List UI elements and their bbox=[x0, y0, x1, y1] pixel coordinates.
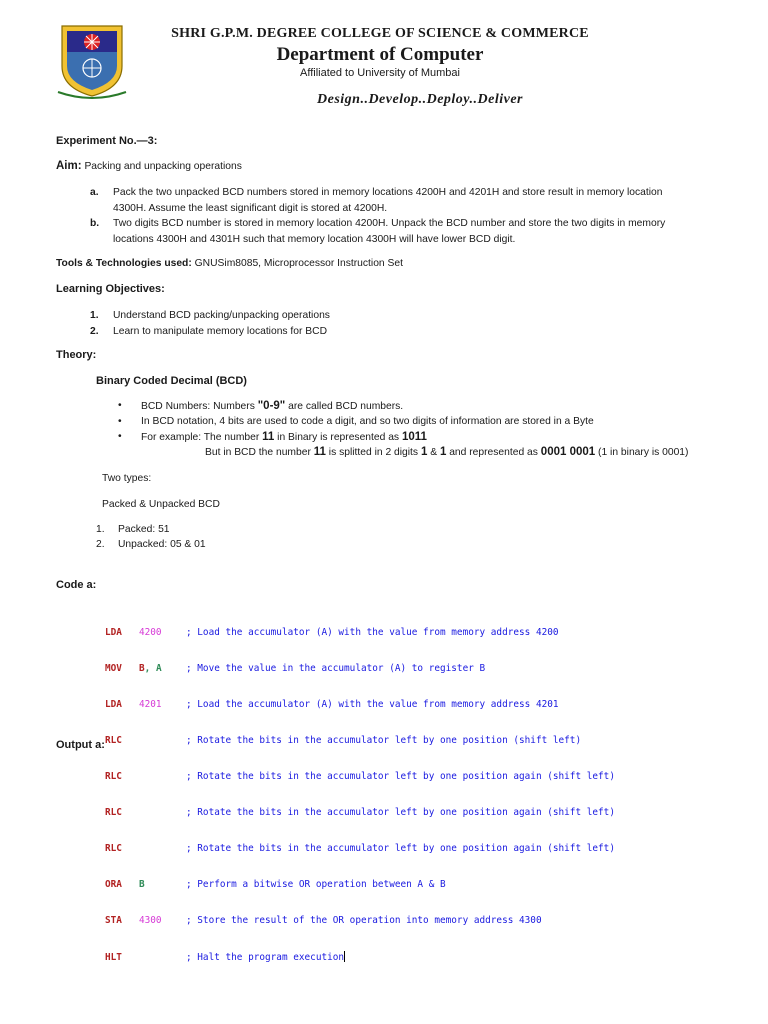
bullet-dot-icon: • bbox=[118, 416, 122, 427]
types-label: Packed & Unpacked BCD bbox=[102, 499, 220, 510]
objective-marker: 2. bbox=[90, 326, 99, 337]
opcode: RLC bbox=[105, 843, 122, 854]
bullet-text: For example: The number 11 in Binary is represented as 1011 bbox=[141, 431, 427, 443]
bullet-dot-icon: • bbox=[118, 431, 122, 442]
objectives-heading: Learning Objectives: bbox=[56, 283, 165, 295]
theory-heading: Theory: bbox=[56, 349, 97, 361]
tools-row bbox=[56, 258, 403, 269]
bcd-example-line: But in BCD the number 11 is splitted in 2 digits 1 & 1 and represented as 0001 0001 (1 in binary is 0001) bbox=[205, 446, 689, 458]
code-line bbox=[105, 843, 615, 855]
objective-text: Understand BCD packing/unpacking operations bbox=[113, 310, 330, 321]
code-a-heading: Code a: bbox=[56, 579, 97, 591]
code-line bbox=[105, 879, 615, 891]
aim-text: Packing and unpacking operations bbox=[84, 161, 242, 172]
code-comment: ; Move the value in the accumulator (A) to register B bbox=[186, 663, 486, 674]
task-marker: b. bbox=[90, 218, 100, 229]
code-line bbox=[105, 735, 615, 747]
code-comment: ; Perform a bitwise OR operation between A & B bbox=[186, 879, 446, 890]
code-comment: ; Store the result of the OR operation into memory address 4300 bbox=[186, 915, 542, 926]
code-line bbox=[105, 627, 615, 639]
objective-marker: 1. bbox=[90, 310, 99, 321]
task-text: Two digits BCD number is stored in memory location 4200H. Unpack the BCD number and store the two digits in memory locations 4300H and 4301H such that memory location 4300H will have lower BCD digit. bbox=[113, 218, 666, 245]
operand: 4201 bbox=[139, 699, 162, 710]
department-title: Department of Computer bbox=[276, 44, 484, 65]
opcode: ORA bbox=[105, 879, 122, 890]
code-line bbox=[105, 915, 615, 927]
code-block bbox=[105, 603, 615, 975]
code-comment: ; Load the accumulator (A) with the value from memory address 4200 bbox=[186, 627, 559, 638]
operand: B bbox=[139, 879, 145, 890]
objective-text: Learn to manipulate memory locations for BCD bbox=[113, 326, 328, 337]
two-types-text: Two types: bbox=[102, 473, 152, 484]
code-line bbox=[105, 771, 615, 783]
college-crest-icon bbox=[52, 22, 132, 102]
tagline: Design..Develop..Deploy..Deliver bbox=[317, 92, 523, 107]
code-line bbox=[105, 699, 615, 711]
affiliation-text: Affiliated to University of Mumbai bbox=[300, 67, 460, 79]
code-comment: ; Rotate the bits in the accumulator left by one position (shift left) bbox=[186, 735, 582, 746]
operand: 4200 bbox=[139, 627, 162, 638]
opcode: RLC bbox=[105, 807, 122, 818]
college-name: SHRI G.P.M. DEGREE COLLEGE OF SCIENCE & COMMERCE bbox=[171, 26, 589, 41]
bullet-dot-icon: • bbox=[118, 400, 122, 411]
operand: B, A bbox=[139, 663, 162, 674]
opcode: RLC bbox=[105, 735, 122, 746]
aim-label: Aim: bbox=[56, 160, 82, 172]
opcode: LDA bbox=[105, 627, 122, 638]
code-line bbox=[105, 807, 615, 819]
tools-label: Tools & Technologies used: bbox=[56, 258, 192, 269]
code-comment: ; Rotate the bits in the accumulator left by one position again (shift left) bbox=[186, 843, 615, 854]
type-text: Packed: 51 bbox=[118, 524, 170, 535]
task-text: Pack the two unpacked BCD numbers stored in memory locations 4200H and 4201H and store result in memory location 4300H. Assume the least significant digit is stored at 4200H. bbox=[113, 187, 663, 214]
bcd-subheading: Binary Coded Decimal (BCD) bbox=[96, 375, 247, 387]
opcode: LDA bbox=[105, 699, 122, 710]
type-item bbox=[96, 524, 170, 535]
bullet-text: BCD Numbers: Numbers "0-9" are called BCD numbers. bbox=[141, 400, 404, 412]
type-text: Unpacked: 05 & 01 bbox=[118, 539, 206, 550]
output-a-heading: Output a: bbox=[56, 739, 105, 751]
task-marker: a. bbox=[90, 187, 99, 198]
code-comment: ; Rotate the bits in the accumulator left by one position again (shift left) bbox=[186, 807, 615, 818]
opcode: STA bbox=[105, 915, 122, 926]
aim-row bbox=[56, 160, 242, 172]
opcode: RLC bbox=[105, 771, 122, 782]
type-marker: 1. bbox=[96, 524, 105, 535]
code-comment: ; Load the accumulator (A) with the value from memory address 4201 bbox=[186, 699, 559, 710]
opcode: HLT bbox=[105, 952, 122, 963]
type-item bbox=[96, 539, 206, 550]
experiment-title: Experiment No.—3: bbox=[56, 135, 158, 147]
code-comment: ; Halt the program execution bbox=[186, 952, 345, 963]
opcode: MOV bbox=[105, 663, 122, 674]
bullet-text: In BCD notation, 4 bits are used to code a digit, and so two digits of information are stored in a Byte bbox=[141, 416, 594, 427]
code-line bbox=[105, 951, 615, 963]
type-marker: 2. bbox=[96, 539, 105, 550]
tools-text: GNUSim8085, Microprocessor Instruction Set bbox=[194, 258, 403, 269]
text-cursor[interactable] bbox=[344, 951, 345, 962]
code-comment: ; Rotate the bits in the accumulator left by one position again (shift left) bbox=[186, 771, 615, 782]
code-line bbox=[105, 663, 615, 675]
operand: 4300 bbox=[139, 915, 162, 926]
